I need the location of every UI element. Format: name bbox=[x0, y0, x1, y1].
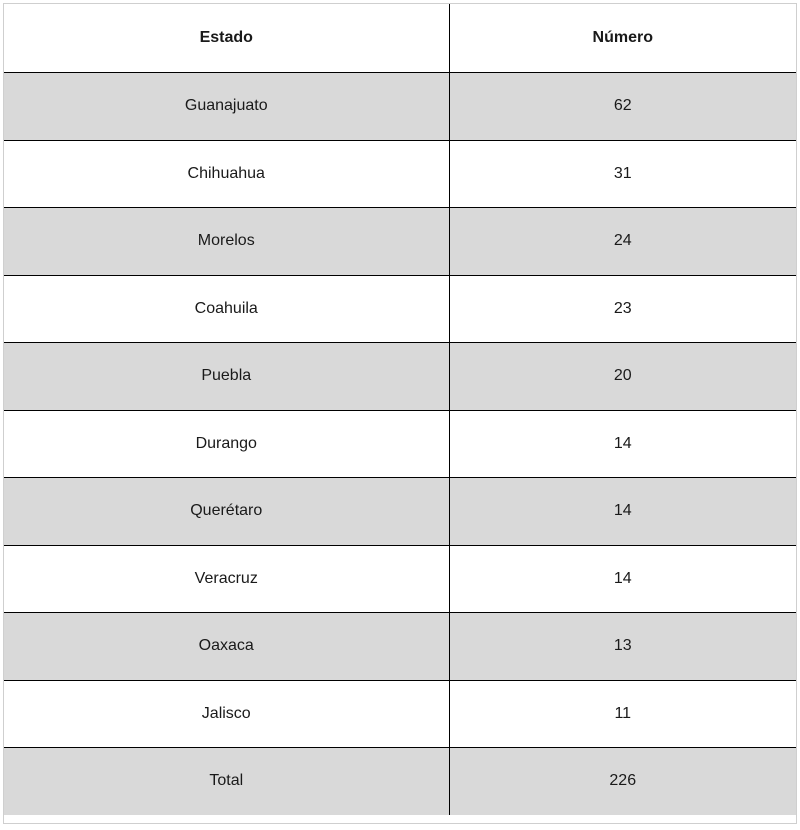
table-row bbox=[4, 410, 796, 478]
table-row bbox=[4, 478, 796, 546]
column-header-estado: Estado bbox=[4, 4, 449, 73]
table-row bbox=[4, 343, 796, 411]
total-row bbox=[4, 748, 796, 815]
table-row bbox=[4, 73, 796, 141]
cell-numero: 14 bbox=[449, 478, 796, 546]
cell-estado: Guanajuato bbox=[4, 73, 449, 141]
header-row bbox=[4, 4, 796, 73]
cell-numero: 24 bbox=[449, 208, 796, 276]
cell-estado: Querétaro bbox=[4, 478, 449, 546]
column-header-numero: Número bbox=[449, 4, 796, 73]
cell-numero: 14 bbox=[449, 410, 796, 478]
total-label: Total bbox=[4, 748, 449, 815]
cell-numero: 31 bbox=[449, 140, 796, 208]
cell-estado: Chihuahua bbox=[4, 140, 449, 208]
data-table bbox=[4, 4, 796, 815]
table-row bbox=[4, 680, 796, 748]
cell-estado: Coahuila bbox=[4, 275, 449, 343]
cell-numero: 20 bbox=[449, 343, 796, 411]
cell-numero: 23 bbox=[449, 275, 796, 343]
table-frame bbox=[3, 3, 797, 824]
cell-estado: Durango bbox=[4, 410, 449, 478]
table-row bbox=[4, 140, 796, 208]
total-value: 226 bbox=[449, 748, 796, 815]
cell-estado: Morelos bbox=[4, 208, 449, 276]
cell-numero: 14 bbox=[449, 545, 796, 613]
cell-estado: Veracruz bbox=[4, 545, 449, 613]
cell-numero: 62 bbox=[449, 73, 796, 141]
cell-estado: Puebla bbox=[4, 343, 449, 411]
cell-numero: 11 bbox=[449, 680, 796, 748]
table-row bbox=[4, 545, 796, 613]
table-row bbox=[4, 208, 796, 276]
cell-numero: 13 bbox=[449, 613, 796, 681]
cell-estado: Oaxaca bbox=[4, 613, 449, 681]
table-row bbox=[4, 275, 796, 343]
cell-estado: Jalisco bbox=[4, 680, 449, 748]
table-row bbox=[4, 613, 796, 681]
